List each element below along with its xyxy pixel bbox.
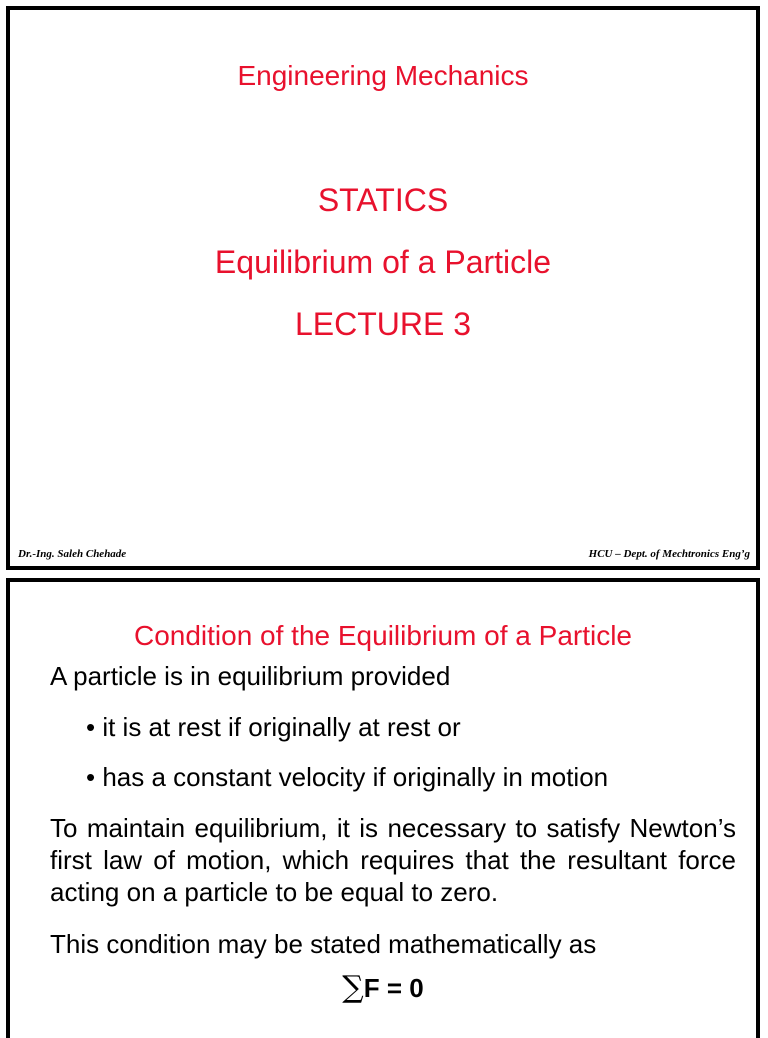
condition-text: This condition may be stated mathematically as <box>50 929 597 959</box>
explanation-paragraph: To maintain equilibrium, it is necessary to satisfy Newton’s first law of motion, which requires that the resultant force acting on a particle to be equal to zero. <box>50 813 736 907</box>
summation-symbol: ∑ <box>342 970 364 1005</box>
equilibrium-equation <box>10 970 756 1005</box>
slide-title <box>6 6 760 570</box>
course-subject: Engineering Mechanics <box>237 60 529 91</box>
footer-author: Dr.-Ing. Saleh Chehade <box>18 548 127 560</box>
main-title: STATICS <box>317 182 449 218</box>
footer-department: HCU – Dept. of Mechtronics Eng’g <box>588 548 750 560</box>
slide-equilibrium-condition <box>6 578 760 1038</box>
topic-title: Equilibrium of a Particle <box>214 244 552 280</box>
bullet-item: • it is at rest if originally at rest or <box>86 712 461 742</box>
equation-text: F = 0 <box>363 973 424 1003</box>
intro-text: A particle is in equilibrium provided <box>50 661 451 691</box>
slide-heading: Condition of the Equilibrium of a Particle <box>133 620 633 651</box>
bullet-item: • has a constant velocity if originally in motion <box>86 762 609 792</box>
lecture-number: LECTURE 3 <box>294 306 472 342</box>
